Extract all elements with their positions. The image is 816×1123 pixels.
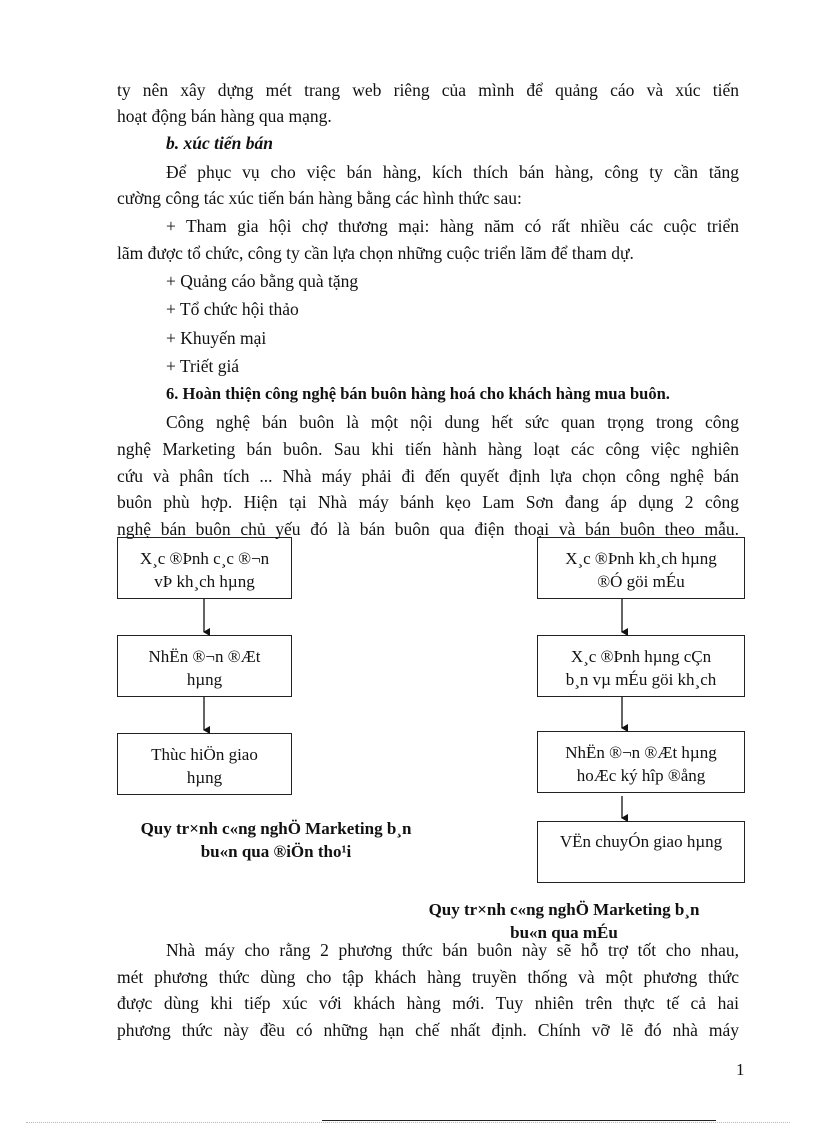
paragraph-line: Công nghệ bán buôn là một nội dung hết sức quan trọng trong công: [166, 412, 739, 432]
section-heading-6: 6. Hoàn thiện công nghệ bán buôn hàng hoá cho khách hàng mua buôn.: [166, 384, 670, 403]
caption-line: bu«n qua ®iÖn tho¹i: [200, 842, 352, 861]
caption-line: bu«n qua mÉu: [510, 923, 618, 942]
footer-rule: [322, 1120, 716, 1121]
paragraph-line: buôn phù hợp. Hiện tại Nhà máy bánh kẹo Lam Sơn đang áp dụng 2 công: [117, 492, 739, 512]
caption-line: Quy tr×nh c«ng nghÖ Marketing b¸n: [428, 900, 700, 919]
paragraph-line: được dùng khi tiếp xúc với khách hàng mới. Tuy nhiên trên thực tế cả hai: [117, 993, 739, 1013]
flow-box-text: ®Ó göi mÉu: [597, 572, 685, 591]
list-item: + Tổ chức hội thảo: [166, 299, 299, 319]
paragraph-line: nghệ Marketing bán buôn. Sau khi tiến hành hàng loạt các công việc nghiên: [117, 439, 739, 459]
list-item: + Khuyến mại: [166, 328, 267, 348]
flow-box-text: hµng: [186, 670, 223, 689]
flow-box-text: X¸c ®Þnh kh¸ch hµng: [565, 549, 717, 568]
flow-box-text: vÞ kh¸ch hµng: [154, 572, 255, 591]
paragraph-line: cường công tác xúc tiến bán hàng bằng các hình thức sau:: [117, 188, 522, 208]
flow-box-text: hµng: [186, 768, 223, 787]
flow-box-text: X¸c ®Þnh hµng cÇn: [570, 647, 712, 666]
list-item: + Quảng cáo bằng quà tặng: [166, 271, 359, 291]
paragraph-line: nghệ bán buôn chủ yếu đó là bán buôn qua điện thoại và bán buôn theo mẫu.: [117, 519, 739, 539]
paragraph-line: ty nên xây dựng mét trang web riêng của mình để quảng cáo và xúc tiến: [117, 80, 739, 100]
paragraph-line: + Tham gia hội chợ thương mại: hàng năm có rất nhiều các cuộc triển: [166, 216, 739, 236]
paragraph-line: mét phương thức dùng cho tập khách hàng truyền thống và một phương thức: [117, 967, 739, 987]
list-item: + Triết giá: [166, 356, 240, 376]
flow-box-text: VËn chuyÓn giao hµng: [559, 832, 723, 851]
paragraph-line: cứu và phân tích ... Nhà máy phải đi đến quyết định lựa chọn công nghệ bán: [117, 466, 739, 486]
paragraph-line: hoạt động bán hàng qua mạng.: [117, 106, 332, 126]
page-number: 1: [736, 1060, 745, 1079]
paragraph-line: phương thức này đều có những hạn chế nhất định. Chính vỡ lẽ đó nhà máy: [117, 1020, 739, 1040]
flow-box-text: hoÆc ký hîp ®ång: [576, 766, 706, 785]
paragraph-line: Nhà máy cho rằng 2 phương thức bán buôn này sẽ hỗ trợ tốt cho nhau,: [166, 940, 739, 960]
paragraph-line: Để phục vụ cho việc bán hàng, kích thích bán hàng, công ty cần tăng: [166, 162, 739, 182]
flow-box-text: Thùc hiÖn giao: [151, 745, 258, 764]
flow-box-text: NhËn ®¬n ®Æt hµng: [565, 743, 717, 762]
flow-box-text: b¸n vµ mÉu göi kh¸ch: [565, 670, 717, 689]
flow-box-text: NhËn ®¬n ®Æt: [148, 647, 261, 666]
flow-box-text: X¸c ®Þnh c¸c ®¬n: [139, 549, 270, 568]
caption-line: Quy tr×nh c«ng nghÖ Marketing b¸n: [140, 819, 412, 838]
paragraph-line: lãm được tổ chức, công ty cần lựa chọn những cuộc triển lãm để tham dự.: [117, 243, 634, 263]
section-heading-b: b. xúc tiến bán: [166, 133, 273, 153]
